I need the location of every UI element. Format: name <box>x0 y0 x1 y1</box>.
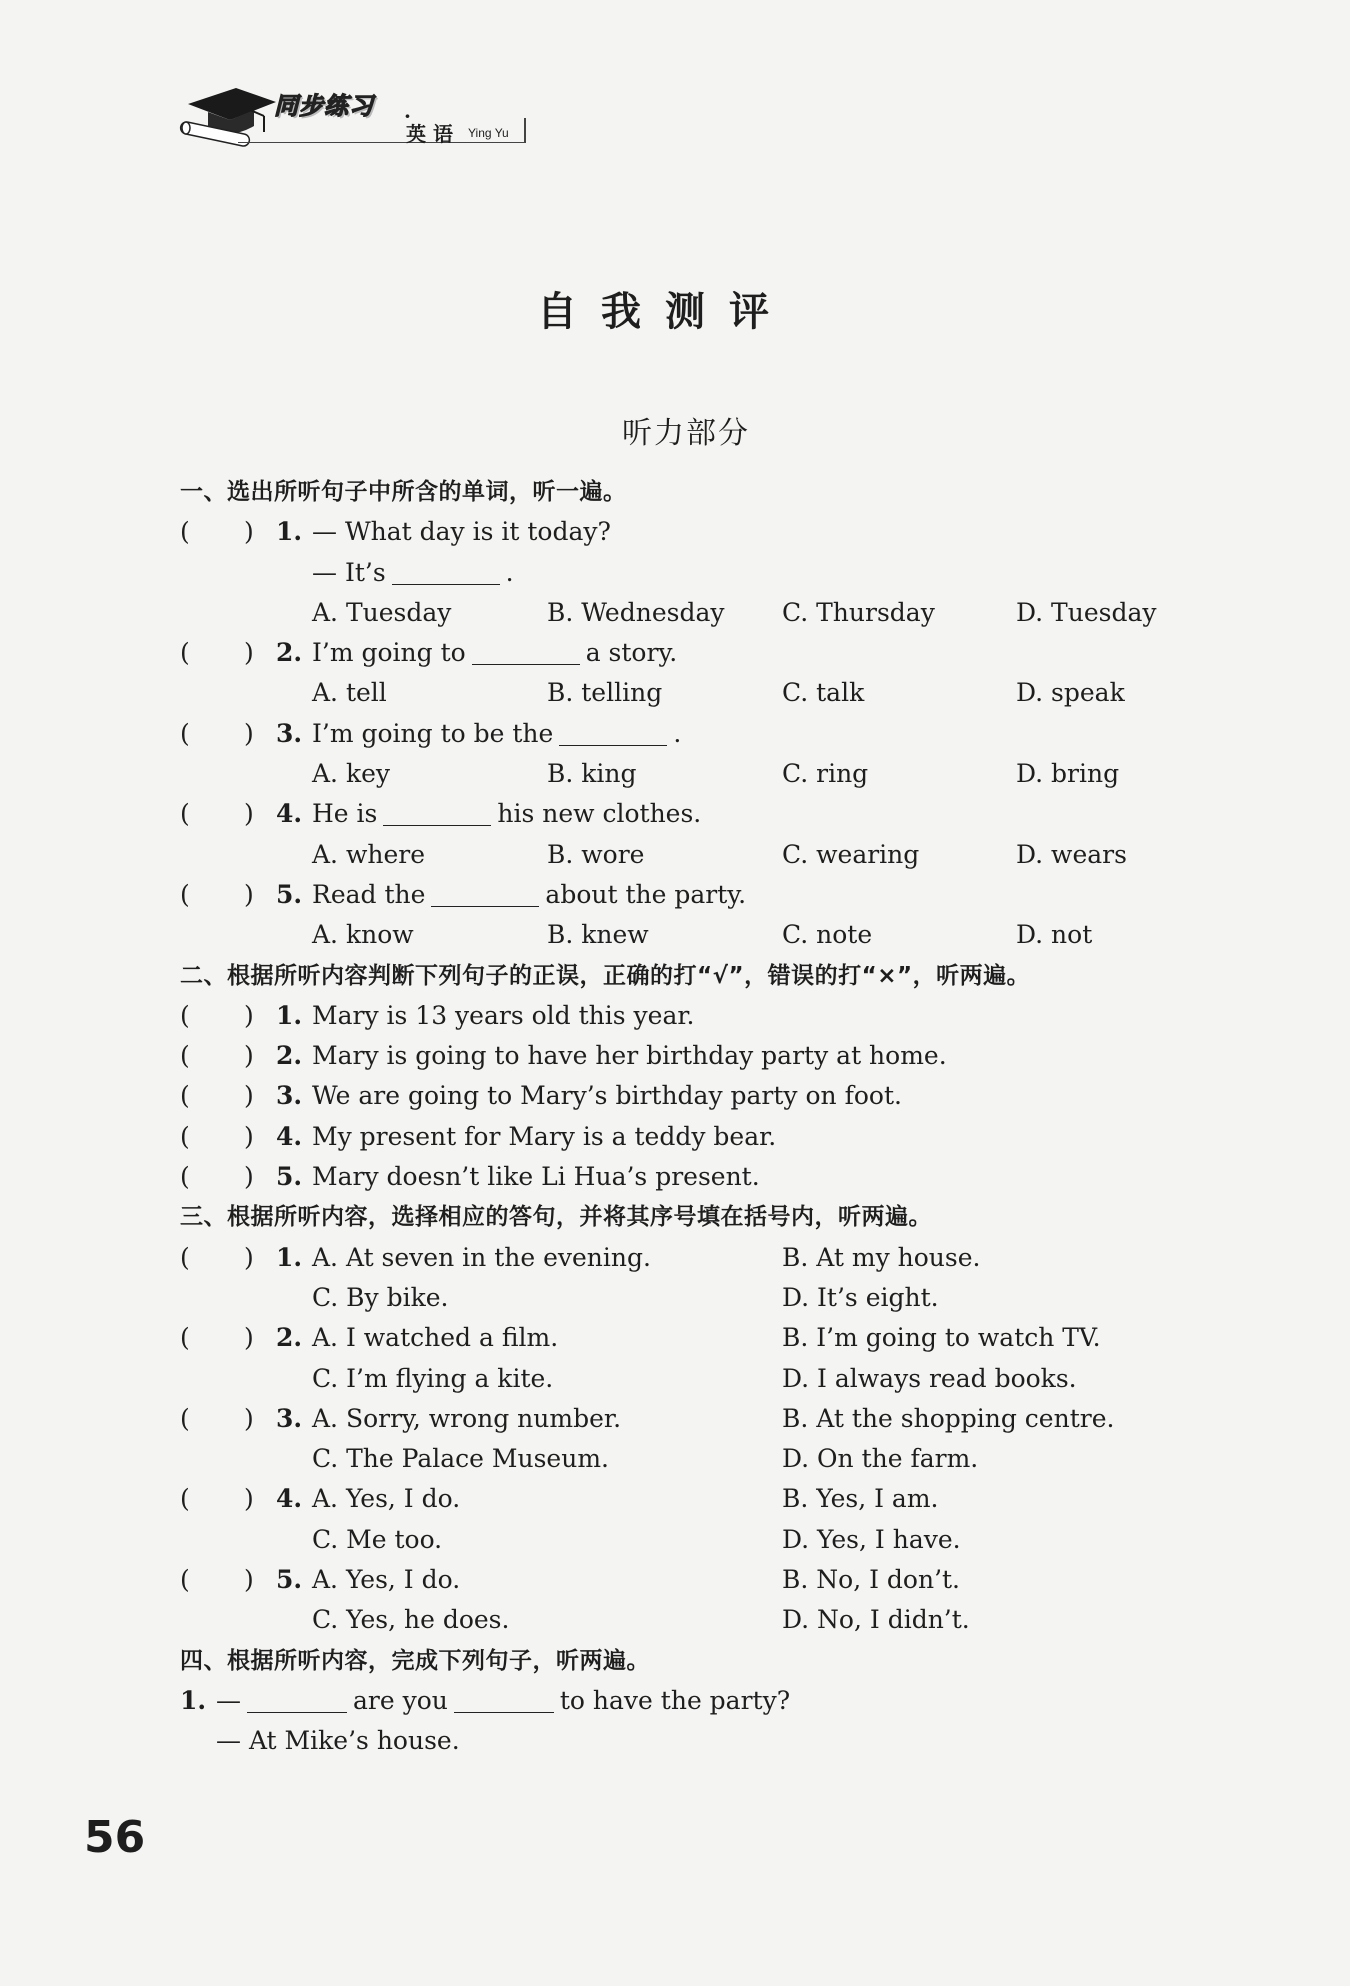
question-number: 4. <box>276 1121 303 1151</box>
answer-blank[interactable] <box>559 719 667 746</box>
option-d: D. Yes, I have. <box>782 1524 961 1554</box>
part-title: 听力部分 <box>622 416 750 451</box>
response-row <box>180 1600 1180 1640</box>
subject-label: 英 语 <box>406 122 453 146</box>
question-row: ( ) 4. He is his new clothes. <box>180 794 1180 834</box>
response-row <box>180 1278 1180 1318</box>
option-c: C. By bike. <box>312 1282 449 1312</box>
question-number: 1. <box>276 1242 303 1272</box>
question-row: ( ) 5. Read the about the party. <box>180 875 1180 915</box>
question-number: 3. <box>276 718 303 748</box>
question-number: 5. <box>276 1565 303 1595</box>
judgement-row: ( ) 5. Mary doesn’t like Li Hua’s present. <box>180 1157 1180 1197</box>
option-row <box>180 673 1180 713</box>
question-number: 3. <box>276 1403 303 1433</box>
answer-blank[interactable] <box>392 558 500 585</box>
option-c: C. Thursday <box>782 597 935 627</box>
option-row <box>180 754 1180 794</box>
header-badge <box>178 82 538 152</box>
question-stem: He is his new clothes. <box>312 799 702 829</box>
option-b: B. knew <box>547 920 649 950</box>
option-b: B. I’m going to watch TV. <box>782 1323 1101 1353</box>
section4-heading: 四、根据所听内容，完成下列句子，听两遍。 <box>180 1647 650 1674</box>
option-a: A. key <box>312 759 391 789</box>
response-row: ( ) 3. A. Sorry, wrong number. B. At the shopping centre. <box>180 1399 1180 1439</box>
option-b: B. At the shopping centre. <box>782 1403 1115 1433</box>
option-d: D. bring <box>1016 759 1120 789</box>
option-c: C. The Palace Museum. <box>312 1444 609 1474</box>
statement-text: Mary doesn’t like Li Hua’s present. <box>312 1162 760 1192</box>
option-a: A. Yes, I do. <box>312 1565 461 1595</box>
response-row: ( ) 4. A. Yes, I do. B. Yes, I am. <box>180 1479 1180 1519</box>
question-number: 2. <box>276 1041 303 1071</box>
option-row <box>180 915 1180 955</box>
option-a: A. Tuesday <box>312 597 452 627</box>
answer-blank[interactable] <box>431 880 539 907</box>
question-number: 1. <box>276 517 303 547</box>
option-a: A. where <box>312 839 425 869</box>
question-stem: I’m going to be the . <box>312 718 682 748</box>
answer-blank[interactable] <box>383 799 491 826</box>
judgement-row: ( ) 3. We are going to Mary’s birthday party on foot. <box>180 1076 1180 1116</box>
option-d: D. speak <box>1016 678 1125 708</box>
question-number: 1. <box>180 1685 207 1715</box>
judgement-row: ( ) 1. Mary is 13 years old this year. <box>180 996 1180 1036</box>
option-a: A. At seven in the evening. <box>312 1242 651 1272</box>
question-number: 2. <box>276 638 303 668</box>
page-title: 自我测评 <box>537 289 793 335</box>
question-number: 1. <box>276 1000 303 1030</box>
fill-in-row <box>180 1681 1180 1721</box>
question-stem: — What day is it today? <box>312 517 611 547</box>
series-dot: · <box>404 104 411 128</box>
header-rule <box>238 142 526 143</box>
question-stem: I’m going to a story. <box>312 638 678 668</box>
option-d: D. not <box>1016 920 1093 950</box>
response-row <box>180 1520 1180 1560</box>
option-d: D. It’s eight. <box>782 1282 939 1312</box>
judgement-row: ( ) 4. My present for Mary is a teddy bear. <box>180 1117 1180 1157</box>
section1-heading: 一、选出所听句子中所含的单词，听一遍。 <box>180 479 627 505</box>
option-b: B. Yes, I am. <box>782 1484 939 1514</box>
question-answer-line: — It’s . <box>312 557 514 587</box>
option-b: B. At my house. <box>782 1242 981 1272</box>
question-number: 4. <box>276 1484 303 1514</box>
statement-text: Mary is going to have her birthday party at home. <box>312 1041 947 1071</box>
option-d: D. No, I didn’t. <box>782 1605 970 1635</box>
option-d: D. I always read books. <box>782 1363 1077 1393</box>
option-c: C. talk <box>782 678 865 708</box>
option-b: B. king <box>547 759 637 789</box>
response-row <box>180 1439 1180 1479</box>
option-d: D. On the farm. <box>782 1444 979 1474</box>
option-c: C. Me too. <box>312 1524 443 1554</box>
question-stem: Read the about the party. <box>312 879 747 909</box>
option-a: A. tell <box>312 678 387 708</box>
statement-text: We are going to Mary’s birthday party on foot. <box>312 1081 902 1111</box>
response-row <box>180 1359 1180 1399</box>
subject-pinyin: Ying Yu <box>468 126 509 140</box>
question-number: 5. <box>276 1162 303 1192</box>
section3-heading: 三、根据所听内容，选择相应的答句，并将其序号填在括号内，听两遍。 <box>180 1204 932 1231</box>
option-row <box>180 835 1180 875</box>
question-number: 4. <box>276 799 303 829</box>
response-row: ( ) 5. A. Yes, I do. B. No, I don’t. <box>180 1560 1180 1600</box>
answer-blank[interactable] <box>472 638 580 665</box>
statement-text: Mary is 13 years old this year. <box>312 1000 695 1030</box>
response-row: ( ) 2. A. I watched a film. B. I’m going to watch TV. <box>180 1318 1180 1358</box>
option-b: B. telling <box>547 678 663 708</box>
option-a: A. know <box>312 920 414 950</box>
option-a: A. Yes, I do. <box>312 1484 461 1514</box>
exercise-content <box>180 472 1180 1762</box>
option-c: C. wearing <box>782 839 920 869</box>
question-row: ( ) 1. — What day is it today? <box>180 512 1180 552</box>
option-a: A. I watched a film. <box>312 1323 559 1353</box>
section2-heading: 二、根据所听内容判断下列句子的正误，正确的打“√”，错误的打“×”，听两遍。 <box>180 962 1031 989</box>
series-title: 同步练习 <box>274 92 374 120</box>
option-c: C. Yes, he does. <box>312 1605 510 1635</box>
question-number: 5. <box>276 879 303 909</box>
answer-blank[interactable] <box>247 1686 347 1713</box>
judgement-row: ( ) 2. Mary is going to have her birthday party at home. <box>180 1036 1180 1076</box>
question-row: ( ) 2. I’m going to a story. <box>180 633 1180 673</box>
response-row: ( ) 1. A. At seven in the evening. B. At my house. <box>180 1238 1180 1278</box>
option-b: B. wore <box>547 839 645 869</box>
option-row <box>180 593 1180 633</box>
option-b: B. Wednesday <box>547 597 725 627</box>
option-c: C. I’m flying a kite. <box>312 1363 554 1393</box>
answer-blank[interactable] <box>454 1686 554 1713</box>
question-number: 2. <box>276 1323 303 1353</box>
question-number: 3. <box>276 1081 303 1111</box>
option-a: A. Sorry, wrong number. <box>312 1403 622 1433</box>
option-d: D. Tuesday <box>1016 597 1157 627</box>
option-c: C. ring <box>782 759 869 789</box>
option-b: B. No, I don’t. <box>782 1565 961 1595</box>
page-number: 56 <box>84 1812 146 1863</box>
option-c: C. note <box>782 920 873 950</box>
answer-text: — At Mike’s house. <box>216 1726 460 1756</box>
fill-in-answer-row <box>180 1721 1180 1761</box>
option-d: D. wears <box>1016 839 1127 869</box>
statement-text: My present for Mary is a teddy bear. <box>312 1121 777 1151</box>
question-row: ( ) 3. I’m going to be the . <box>180 714 1180 754</box>
question-stem: — are you to have the party? <box>216 1685 791 1715</box>
header-rule-tick <box>524 118 526 143</box>
